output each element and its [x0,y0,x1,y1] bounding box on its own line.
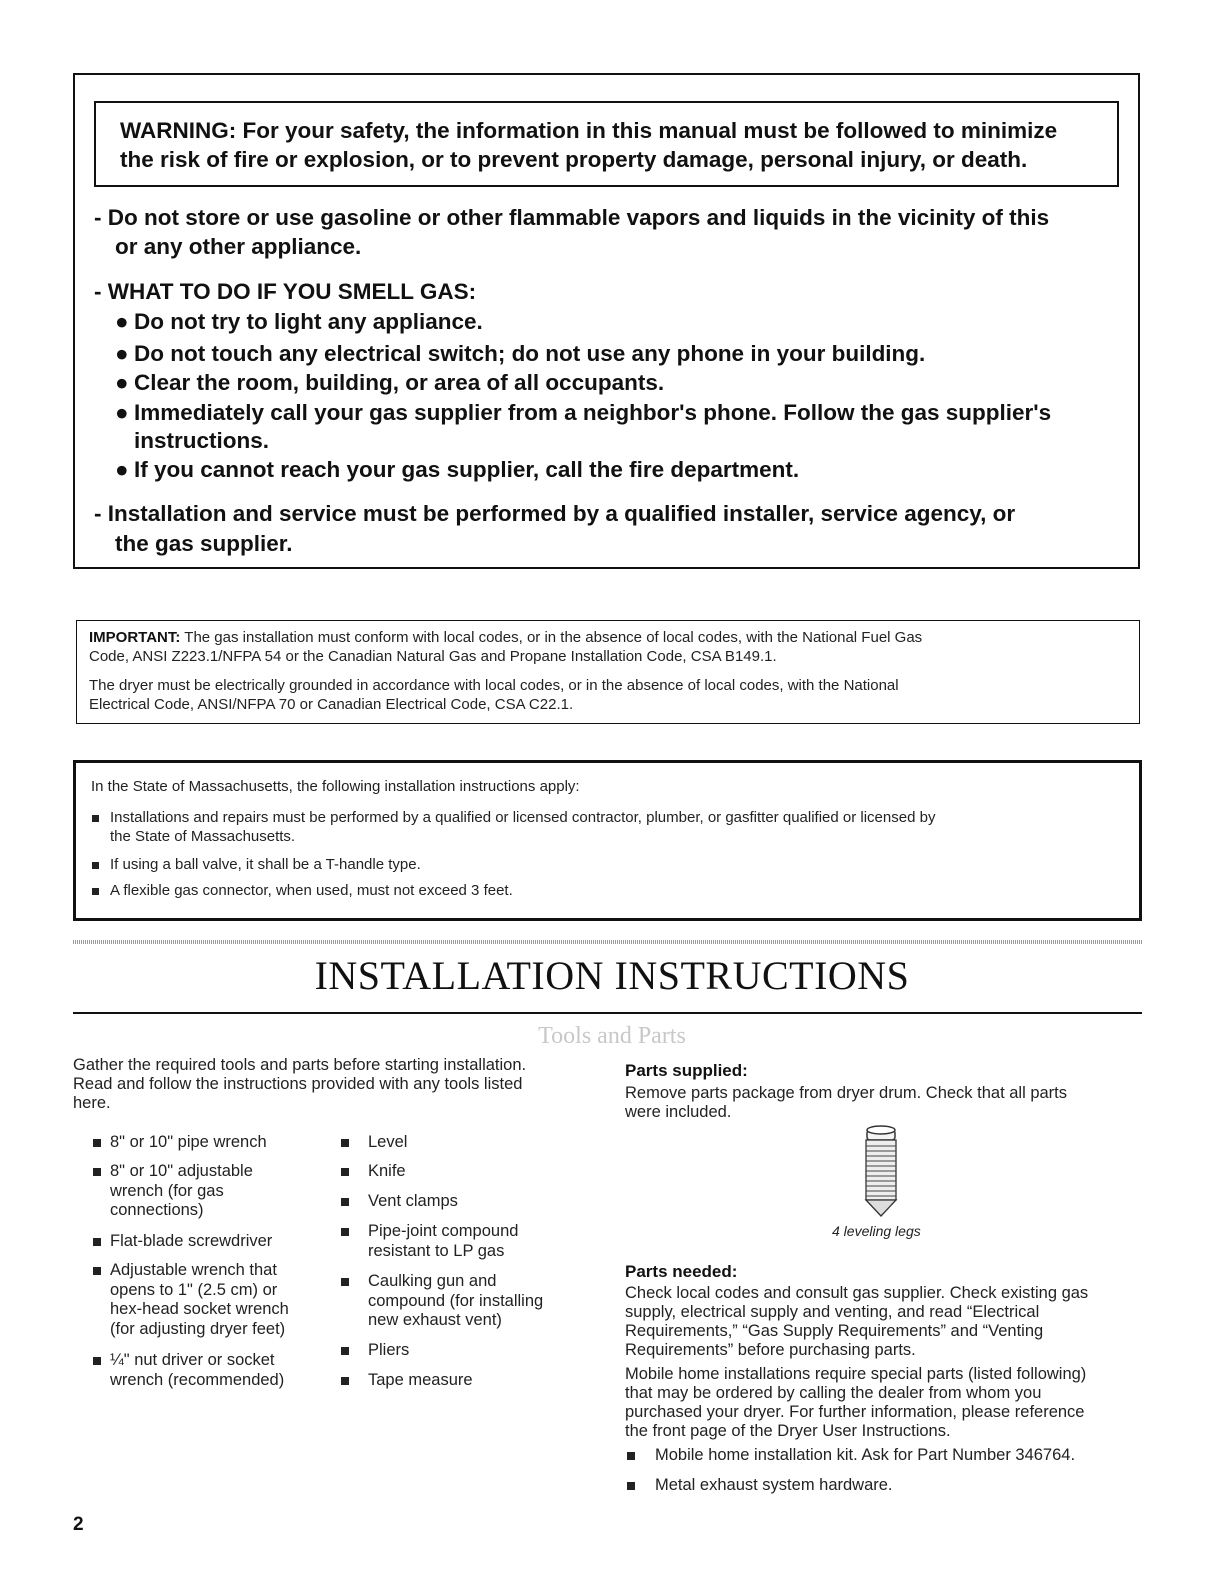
bullet-square-icon [341,1278,349,1286]
tool-item: opens to 1" (2.5 cm) or [110,1281,278,1299]
bullet-square-icon [341,1198,349,1206]
important-p2-line1: The dryer must be electrically grounded in accordance with local codes, or in the absence of local codes, with the National [89,677,899,694]
tool-item: (for adjusting dryer feet) [110,1320,286,1338]
tool-item: 8" or 10" pipe wrench [110,1133,267,1151]
section-subtitle: Tools and Parts [538,1023,686,1049]
tool-item: Knife [368,1162,406,1180]
massachusetts-bullet-2: If using a ball valve, it shall be a T-handle type. [110,856,421,873]
important-p1-line2: Code, ANSI Z223.1/NFPA 54 or the Canadian Natural Gas and Propane Installation Code, CSA B149.1. [89,648,777,665]
parts-supplied-line1: Remove parts package from dryer drum. Check that all parts [625,1084,1068,1102]
warning-item1-line2: or any other appliance. [115,234,362,259]
title-rule [73,1012,1142,1014]
bullet-square-icon [93,1267,101,1275]
warning-header-line2: the risk of fire or explosion, or to prevent property damage, personal injury, or death. [120,147,1028,172]
parts-supplied-heading: Parts supplied: [625,1061,748,1080]
bullet-square-icon [93,1238,101,1246]
bullet-square-icon [93,1357,101,1365]
tool-item: Pipe-joint compound [368,1222,519,1240]
massachusetts-intro: In the State of Massachusetts, the following installation instructions apply: [91,778,580,795]
tool-item: Tape measure [368,1371,473,1389]
bullet-square-icon [92,815,99,822]
tools-intro-line2: Read and follow the instructions provided with any tools listed [73,1075,523,1093]
important-p2-line2: Electrical Code, ANSI/NFPA 70 or Canadian Electrical Code, CSA C22.1. [89,696,574,713]
tool-item: 8" or 10" adjustable [110,1162,253,1180]
tools-intro-line1: Gather the required tools and parts before starting installation. [73,1056,527,1074]
parts-needed-line: Check local codes and consult gas supplier. Check existing gas [625,1284,1089,1302]
bullet-square-icon [627,1452,635,1460]
parts-needed-heading: Parts needed: [625,1262,738,1281]
tool-item: resistant to LP gas [368,1242,505,1260]
bullet-square-icon [93,1139,101,1147]
bullet-square-icon [341,1347,349,1355]
warning-item3-line1: - Installation and service must be performed by a qualified installer, service agency, or [94,501,1016,526]
bullet-square-icon [341,1377,349,1385]
bullet-square-icon [341,1139,349,1147]
tool-item: connections) [110,1201,204,1219]
warning-bullet-4-cont: instructions. [134,428,270,453]
important-p1-line1: IMPORTANT: The gas installation must conform with local codes, or in the absence of local codes, with the National Fuel Gas [89,629,923,646]
tool-item: Pliers [368,1341,410,1359]
parts-supplied-line2: were included. [625,1103,732,1121]
warning-bullet-4: Immediately call your gas supplier from a neighbor's phone. Follow the gas supplier's [134,400,1052,425]
parts-needed-line: supply, electrical supply and venting, and read “Electrical [625,1303,1040,1321]
tool-item: new exhaust vent) [368,1311,502,1329]
mobile-home-line: that may be ordered by calling the dealer from whom you [625,1384,1042,1402]
warning-bullet-2: Do not touch any electrical switch; do not use any phone in your building. [134,341,926,366]
bullet-square-icon [92,888,99,895]
bullet-square-icon [92,862,99,869]
leveling-legs-caption: 4 leveling legs [832,1223,921,1239]
important-label: IMPORTANT: [89,629,181,646]
page-number: 2 [73,1514,84,1535]
mobile-home-line: Mobile home installations require special parts (listed following) [625,1365,1087,1383]
warning-bullet-icon: ● [115,457,129,482]
tool-item: hex-head socket wrench [110,1300,289,1318]
warning-item2-heading: - WHAT TO DO IF YOU SMELL GAS: [94,279,477,304]
warning-bullet-icon: ● [115,370,129,395]
massachusetts-bullet-3: A flexible gas connector, when used, must not exceed 3 feet. [110,882,513,899]
parts-needed-bullet-2: Metal exhaust system hardware. [655,1476,893,1494]
warning-bullet-icon: ● [115,309,129,334]
tool-item: Level [368,1133,408,1151]
dotted-divider [73,940,1142,944]
tool-item: Caulking gun and [368,1272,497,1290]
tool-item: Vent clamps [368,1192,458,1210]
mobile-home-line: the front page of the Dryer User Instructions. [625,1422,951,1440]
warning-bullet-icon: ● [115,341,129,366]
tool-item: wrench (for gas [110,1182,224,1200]
massachusetts-bullet-1-line1: Installations and repairs must be performed by a qualified or licensed contractor, plumber, or gasfitter qualified or licensed by [110,809,936,826]
parts-needed-bullet-1: Mobile home installation kit. Ask for Part Number 346764. [655,1446,1076,1464]
tool-item: compound (for installing [368,1292,544,1310]
leveling-leg-icon [858,1124,904,1224]
tools-intro-line3: here. [73,1094,111,1112]
tool-item: wrench (recommended) [110,1371,285,1389]
bullet-square-icon [93,1168,101,1176]
tool-item: Adjustable wrench that [110,1261,277,1279]
tool-item: Flat-blade screwdriver [110,1232,273,1250]
bullet-square-icon [341,1168,349,1176]
warning-header-line1: WARNING: For your safety, the information in this manual must be followed to minimize [120,118,1058,143]
parts-needed-line: Requirements” before purchasing parts. [625,1341,916,1359]
massachusetts-bullet-1-line2: the State of Massachusetts. [110,828,296,845]
tool-item: ¼" nut driver or socket [110,1351,275,1369]
parts-needed-line: Requirements,” “Gas Supply Requirements” and “Venting [625,1322,1044,1340]
bullet-square-icon [627,1482,635,1490]
page-title: INSTALLATION INSTRUCTIONS [314,953,910,998]
warning-bullet-5: If you cannot reach your gas supplier, call the fire department. [134,457,800,482]
warning-bullet-3: Clear the room, building, or area of all occupants. [134,370,665,395]
bullet-square-icon [341,1228,349,1236]
warning-bullet-icon: ● [115,400,129,425]
warning-item3-line2: the gas supplier. [115,531,293,556]
mobile-home-line: purchased your dryer. For further information, please reference [625,1403,1085,1421]
warning-item1-line1: - Do not store or use gasoline or other flammable vapors and liquids in the vicinity of this [94,205,1050,230]
warning-bullet-1: Do not try to light any appliance. [134,309,483,334]
